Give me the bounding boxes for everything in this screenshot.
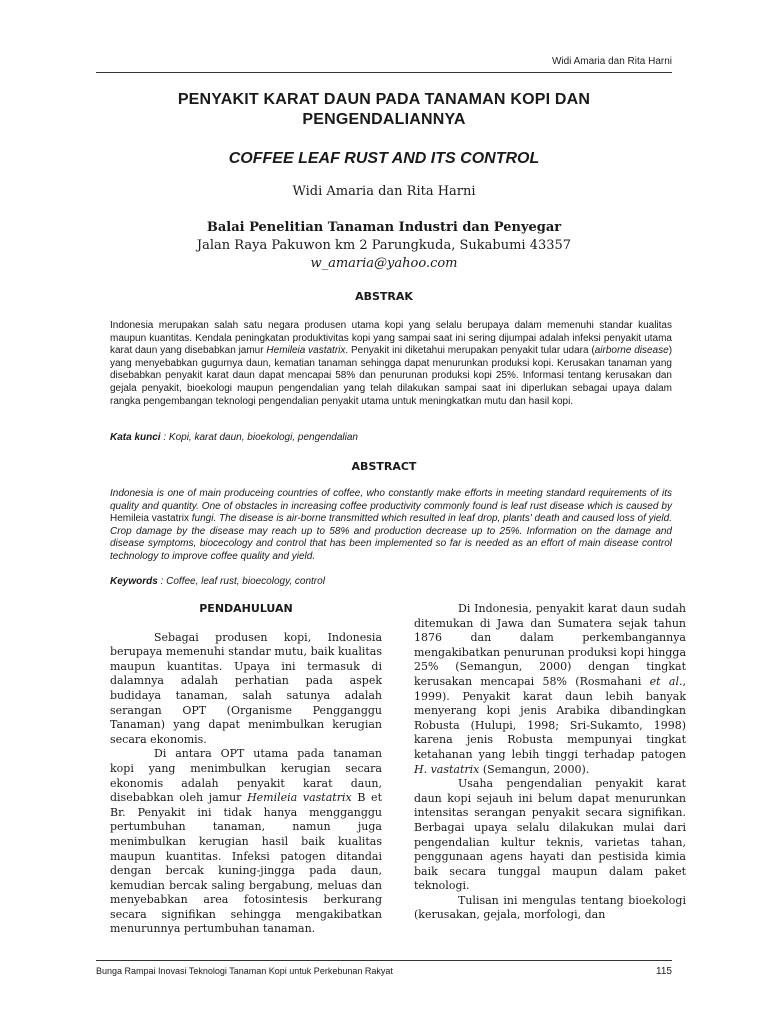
keywords	[110, 576, 672, 589]
intro-paragraph-1: Sebagai produsen kopi, Indonesia berupaya memenuhi standar mutu, baik kualitas maupun kuantitas. Upaya ini termasuk di dalamnya adalah perhatian pada aspek budidaya tanaman, salah satunya adalah serangan OPT (Organisme Pengganggu Tanaman) yang dapat menimbulkan kerugian secara ekonomis.	[110, 630, 382, 746]
intro-paragraph-5: Tulisan ini mengulas tentang bioekologi (kerusakan, gejala, morfologi, dan	[414, 893, 686, 922]
intro-p3-text-b: ., 1999). Penyakit karat daun lebih banyak menyerang kopi jenis Arabika dibandingkan Robusta (Hulupi, 1998; Sri-Sukamto, 1998) karena jenis Robusta mempunyai tingkat ketahanan yang lebih tinggi terhadap patogen	[414, 674, 686, 761]
address: Jalan Raya Pakuwon km 2 Parungkuda, Sukabumi 43357	[196, 238, 572, 253]
keywords-values: : Coffee, leaf rust, bioecology, control	[157, 576, 325, 587]
pendahuluan-heading: PENDAHULUAN	[199, 602, 293, 615]
abstract-text-2: fungi. The disease is air-borne transmitted which resulted in leaf drop, plants' death and caused loss of yield. Crop damage by the disease may reach up to 58% and production decrease up to 25%. Information on the damage and disease symptoms, biocecology and control that has been implemented so far is needed as an effort of main disease control technology to improve coffee quality and yield.	[110, 513, 672, 562]
intro-p3-italic-2: H. vastatrix	[414, 762, 480, 776]
paper-title-line2: PENGENDALIANNYA	[302, 111, 466, 128]
intro-p2-italic: Hemileia vastatrix	[247, 791, 352, 805]
abstrak-text-1: Indonesia merupakan salah satu negara produsen utama kopi yang selalu berupaya dalam memenuhi standar kualitas maupun kuantitas. Kendala peningkatan produktivitas kopi yang sampai saat ini sering dijumpai adalah infeksi penyakit utama karat daun yang disebabkan jamur	[110, 320, 672, 357]
abstrak-italic-1: Hemileia vastatrix	[266, 345, 346, 357]
abstrak-italic-2: airborne disease	[594, 345, 669, 357]
paper-title	[96, 90, 672, 130]
abstrak-text-2: . Penyakit ini diketahui merupakan penyakit tular udara (	[345, 345, 595, 357]
intro-p3-text-a: Di Indonesia, penyakit karat daun sudah ditemukan di Jawa dan Sumatera sejak tahun 1876 dan dalam perkembangannya mengakibatkan penurunan produksi kopi hingga 25% (Semangun, 2000) dengan tingkat kerusakan mencapai 58% (Rosmahani	[414, 602, 686, 688]
header-rule	[96, 72, 672, 73]
kata-kunci	[110, 432, 672, 445]
abstract-text-1: Indonesia is one of main produceing countries of coffee, who constantly make efforts in meeting standard requirements of its quality and quantity. One of obstacles in increasing coffee productivity commonly found is leaf rust disease which is caused by	[110, 488, 672, 512]
intro-p2-text-a: Di antara OPT utama pada tanaman kopi yang menimbulkan kerugian secara ekonomis adalah penyakit karat daun, disebabkan oleh jamur	[110, 747, 382, 805]
paper-title-line1: PENYAKIT KARAT DAUN PADA TANAMAN KOPI DAN	[177, 91, 591, 108]
intro-p3-text-c: (Semangun, 2000).	[479, 762, 590, 776]
abstract-heading: ABSTRACT	[351, 460, 417, 473]
keywords-label: Keywords	[110, 576, 158, 587]
intro-p2-text-b: B et Br. Penyakit ini tidak hanya mengganggu pertumbuhan tanaman, namun juga menimbulkan kerugian hasil baik kualitas maupun kuantitas. Infeksi patogen ditandai dengan bercak kuning-jingga pada daun, kemudian bercak saling bergabung, meluas dan menyebabkan area fotosintesis berkurang secara signifikan sehingga mengakibatkan menurunnya pertumbuhan tanaman.	[110, 791, 382, 936]
paper-title-english: COFFEE LEAF RUST AND ITS CONTROL	[228, 150, 540, 167]
institution: Balai Penelitian Tanaman Industri dan Penyegar	[206, 220, 562, 235]
email: w_amaria@yahoo.com	[310, 256, 458, 271]
footer-book-title: Bunga Rampai Inovasi Teknologi Tanaman Kopi untuk Perkebunan Rakyat	[96, 966, 393, 976]
intro-paragraph-3	[414, 602, 686, 777]
footer-rule	[96, 960, 672, 961]
intro-p3-italic: et al	[649, 674, 679, 688]
abstract-upright-1: Hemileia vastatrix	[110, 513, 189, 525]
abstrak-heading: ABSTRAK	[355, 290, 413, 303]
kata-kunci-label: Kata kunci	[110, 432, 161, 443]
column-right	[414, 602, 686, 923]
abstract-body	[110, 488, 672, 564]
page-number: 115	[656, 966, 672, 977]
intro-paragraph-4: Usaha pengendalian penyakit karat daun kopi sejauh ini belum dapat menurunkan intensitas serangan penyakit secara signifikan. Berbagai upaya selalu dilakukan mulai dari pengendalian kultur teknis, varietas tahan, penggunaan agens hayati dan pestisida kimia baik secara tunggal maupun dalam paket teknologi.	[414, 777, 686, 893]
column-left	[110, 602, 382, 937]
abstrak-body	[110, 320, 672, 408]
authors: Widi Amaria dan Rita Harni	[292, 184, 476, 199]
intro-paragraph-2	[110, 747, 382, 937]
abstrak-text-3: ) yang menyebabkan gugurnya daun, kematian tanaman sehingga dapat menurunkan produksi kopi. Kerusakan tanaman yang disebabkan penyakit karat daun dapat mencapai 58% dan penurunan produksi kopi 25%. Informasi tentang kerusakan dan gejala penyakit, bioekologi maupun pengendalian yang telah dilakukan sampai saat ini diperlukan sebagai upaya dalam rangka pengembangan teknologi pengendalian penyakit utama untuk meningkatkan mutu dan hasil kopi.	[110, 345, 673, 407]
running-header-author: Widi Amaria dan Rita Harni	[551, 56, 672, 67]
kata-kunci-values: : Kopi, karat daun, bioekologi, pengendalian	[160, 432, 358, 443]
